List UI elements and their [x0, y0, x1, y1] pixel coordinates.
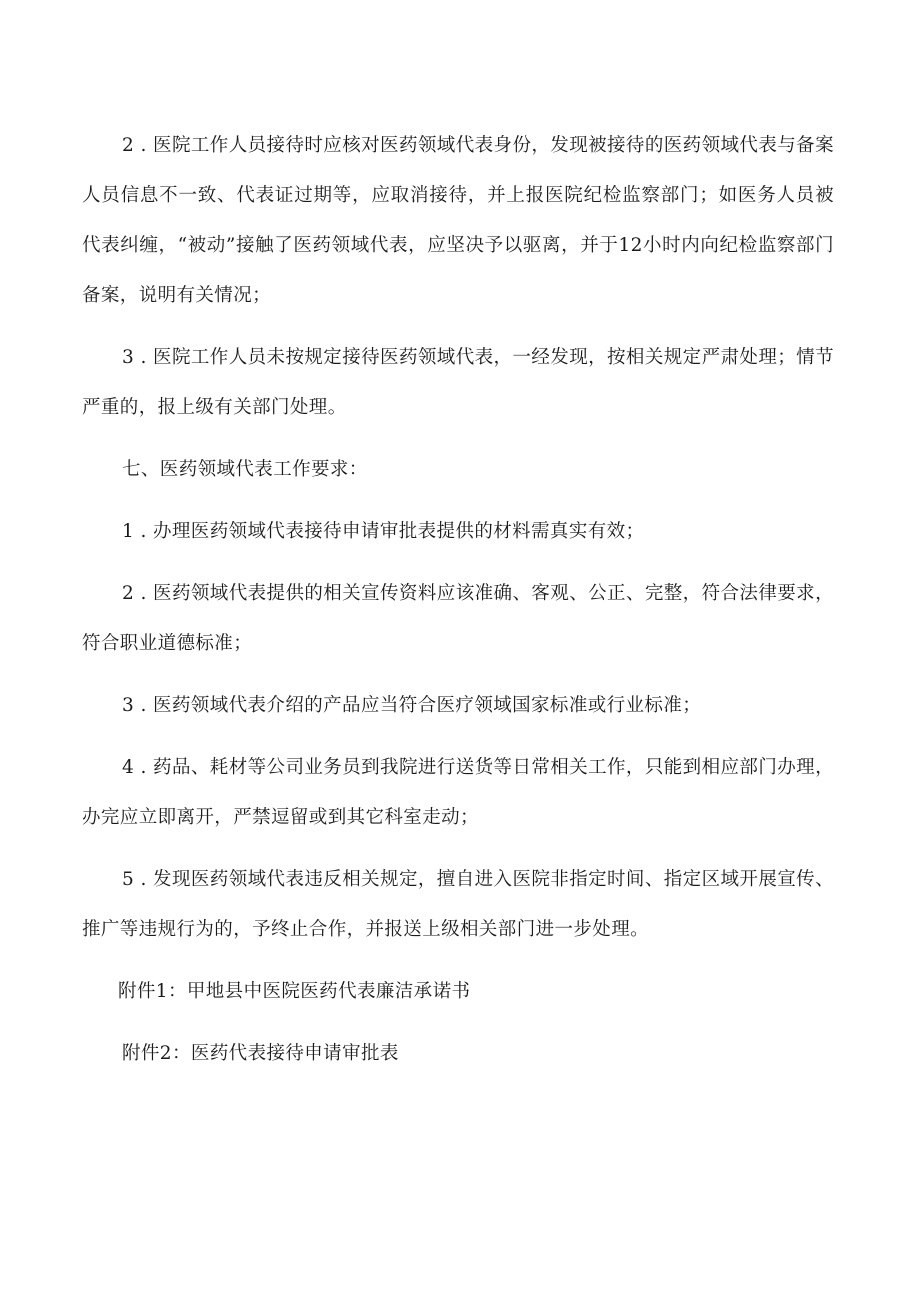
paragraph-item-2-verify-identity: 2 . 医院工作人员接待时应核对医药领域代表身份，发现被接待的医药领域代表与备案人员信息不一致、代表证过期等，应取消接待，并上报医院纪检监察部门；如医务人员被代表纠缠，“被动”接触了医药领域代表，应坚决予以驱离，并于12小时内向纪检监察部门备案，说明有关情况； [82, 135, 834, 306]
section-heading-seven: 七、医药领域代表工作要求： [122, 459, 368, 480]
attachment-2: 附件2：医药代表接待申请审批表 [122, 1043, 399, 1064]
paragraph-req-5: 5 . 发现医药领域代表违反相关规定，擅自进入医院非指定时间、指定区域开展宣传、推广等违规行为的，予终止合作，并报送上级相关部门进一步处理。 [82, 869, 834, 940]
paragraph-req-2: 2 . 医药领域代表提供的相关宣传资料应该准确、客观、公正、完整，符合法律要求，符合职业道德标准； [82, 583, 834, 654]
document-body [82, 121, 834, 1079]
paragraph-req-1: 1 . 办理医药领域代表接待申请审批表提供的材料需真实有效； [122, 521, 645, 542]
paragraph-item-3-violation-handling: 3 . 医院工作人员未按规定接待医药领域代表，一经发现，按相关规定严肃处理；情节严重的，报上级有关部门处理。 [82, 347, 834, 418]
paragraph-req-3: 3 . 医药领域代表介绍的产品应当符合医疗领域国家标准或行业标准； [122, 695, 702, 716]
paragraph-req-4: 4 . 药品、耗材等公司业务员到我院进行送货等日常相关工作，只能到相应部门办理，办完应立即离开，严禁逗留或到其它科室走动； [82, 757, 834, 828]
attachment-1: 附件1：甲地县中医院医药代表廉洁承诺书 [118, 981, 471, 1002]
